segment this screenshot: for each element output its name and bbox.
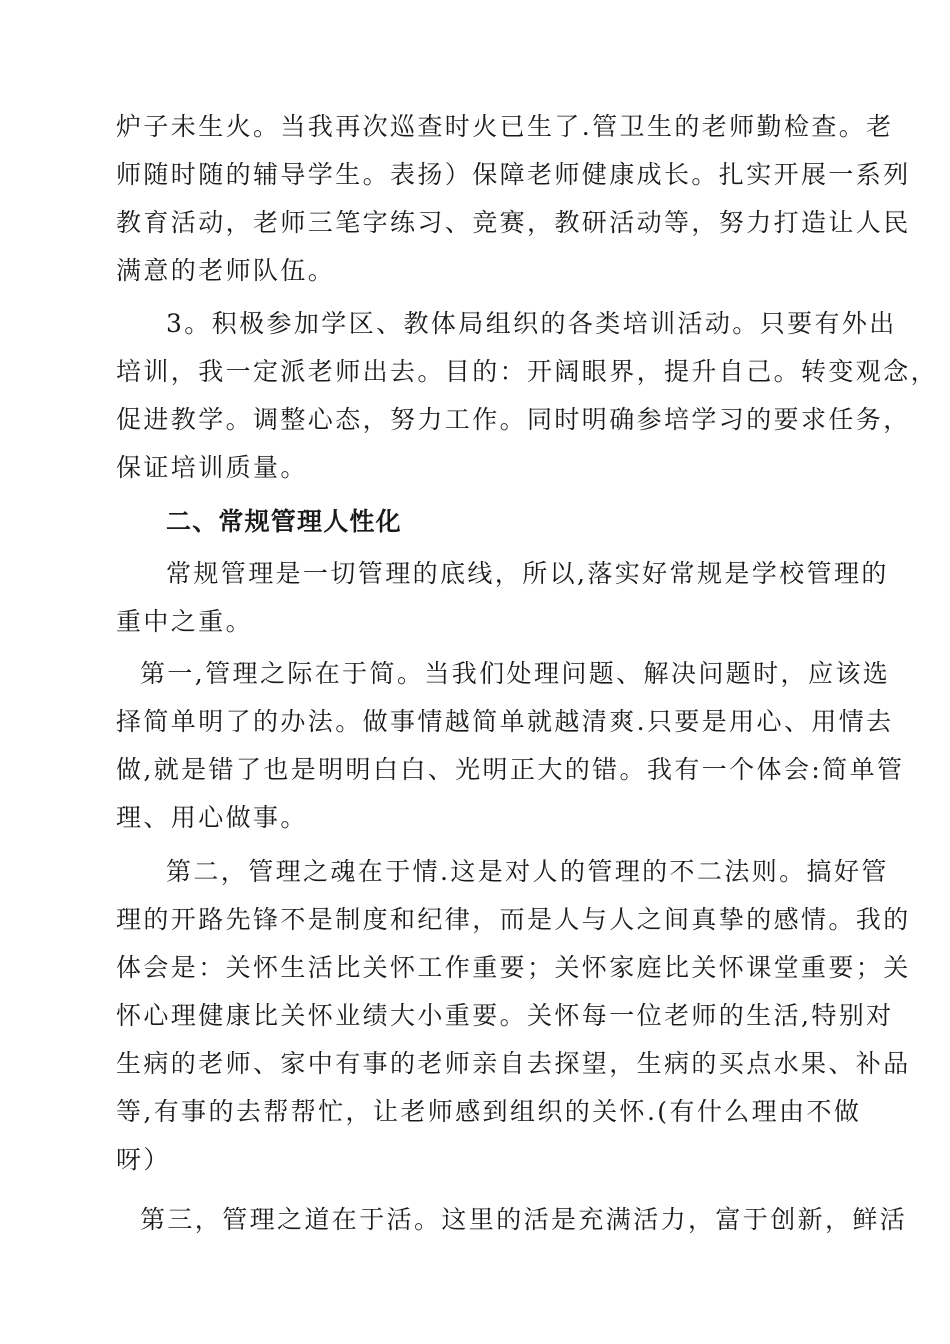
body-text-line: 第二，管理之魂在于情.这是对人的管理的不二法则。搞好管 [166, 857, 889, 886]
body-text-line: 怀心理健康比关怀业绩大小重要。关怀每一位老师的生活,特别对 [116, 1001, 894, 1030]
body-text-line: 生病的老师、家中有事的老师亲自去探望，生病的买点水果、补品 [116, 1049, 911, 1078]
body-text-line: 做,就是错了也是明明白白、光明正大的错。我有一个体会:简单管 [116, 755, 905, 784]
body-text-line: 常规管理是一切管理的底线，所以,落实好常规是学校管理的 [166, 559, 889, 588]
body-text-line: 理、用心做事。 [116, 803, 308, 832]
body-text-line: 保证培训质量。 [116, 453, 308, 482]
body-text-line: 重中之重。 [116, 607, 254, 636]
body-text-line: 促进教学。调整心态，努力工作。同时明确参培学习的要求任务， [116, 405, 911, 434]
body-text-line: 第一,管理之际在于简。当我们处理问题、解决问题时，应该选 [140, 659, 891, 688]
body-text-line: 教育活动，老师三笔字练习、竞赛，教研活动等，努力打造让人民 [116, 208, 911, 237]
body-text-line: 等,有事的去帮帮忙，让老师感到组织的关怀.(有什么理由不做 [116, 1097, 862, 1126]
body-text-line: 择简单明了的办法。做事情越简单就越清爽.只要是用心、用情去 [116, 707, 894, 736]
body-text-line: 体会是：关怀生活比关怀工作重要；关怀家庭比关怀课堂重要；关 [116, 953, 911, 982]
body-text-line: 师随时随的辅导学生。表扬）保障老师健康成长。扎实开展一系列 [116, 160, 911, 189]
body-text-line: 3。积极参加学区、教体局组织的各类培训活动。只要有外出 [166, 309, 897, 338]
body-text-line: 理的开路先锋不是制度和纪律，而是人与人之间真挚的感情。我的 [116, 905, 911, 934]
section-heading: 二、常规管理人性化 [166, 507, 402, 536]
body-text-line: 第三，管理之道在于活。这里的活是充满活力，富于创新，鲜活 [140, 1205, 908, 1234]
body-text-line: 呀） [116, 1145, 171, 1174]
body-text-line: 培训，我一定派老师出去。目的：开阔眼界，提升自己。转变观念， [116, 357, 939, 386]
body-text-line: 满意的老师队伍。 [116, 256, 336, 285]
body-text-line: 炉子未生火。当我再次巡查时火已生了.管卫生的老师勤检查。老 [116, 112, 894, 141]
